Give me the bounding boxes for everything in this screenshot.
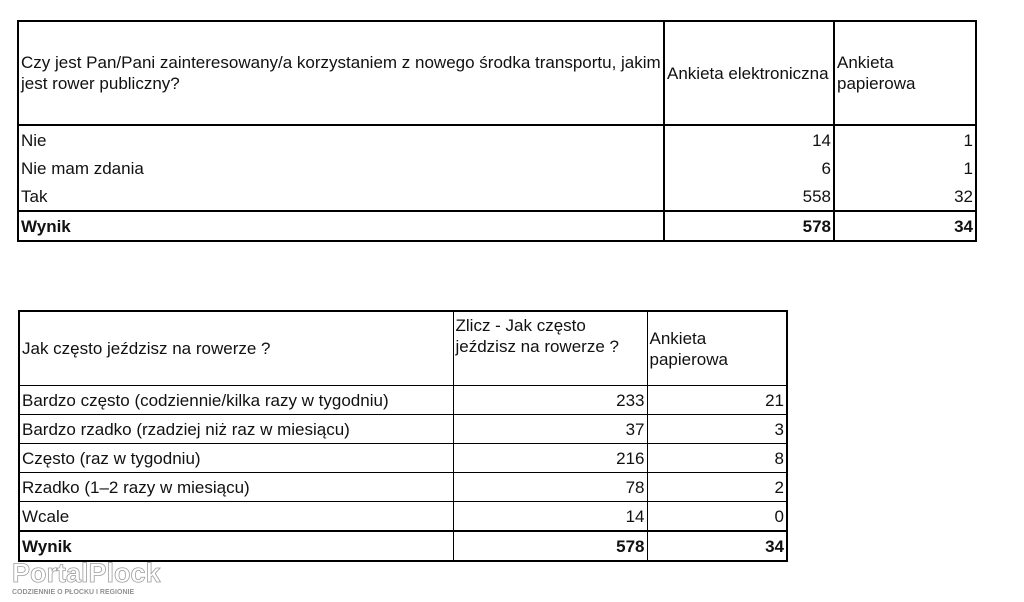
row-label: Tak bbox=[18, 182, 664, 211]
row-value-electronic: 558 bbox=[664, 182, 834, 211]
row-value-paper: 1 bbox=[834, 154, 976, 182]
total-row bbox=[18, 211, 976, 241]
row-label: Bardzo często (codziennie/kilka razy w tygodniu) bbox=[19, 386, 453, 415]
row-value-paper: 32 bbox=[834, 182, 976, 211]
table-row bbox=[19, 502, 787, 532]
row-value-count: 78 bbox=[453, 473, 647, 502]
row-value-count: 14 bbox=[453, 502, 647, 532]
row-value-paper: 0 bbox=[647, 502, 787, 532]
total-value-paper: 34 bbox=[834, 211, 976, 241]
total-label: Wynik bbox=[18, 211, 664, 241]
row-value-count: 37 bbox=[453, 415, 647, 444]
watermark-name: PortalPlock bbox=[12, 558, 161, 588]
table-header-row bbox=[18, 21, 976, 125]
header-paper-survey: Ankieta papierowa bbox=[834, 21, 976, 125]
row-value-paper: 8 bbox=[647, 444, 787, 473]
table-row bbox=[18, 125, 976, 154]
total-label: Wynik bbox=[19, 531, 453, 561]
header-electronic-survey: Ankieta elektroniczna bbox=[664, 21, 834, 125]
table-row bbox=[19, 386, 787, 415]
total-value-count: 578 bbox=[453, 531, 647, 561]
total-value-electronic: 578 bbox=[664, 211, 834, 241]
row-value-electronic: 14 bbox=[664, 125, 834, 154]
row-label: Nie mam zdania bbox=[18, 154, 664, 182]
portalplock-watermark-logo bbox=[8, 552, 170, 598]
table-header-row bbox=[19, 311, 787, 386]
row-value-count: 216 bbox=[453, 444, 647, 473]
row-value-paper: 2 bbox=[647, 473, 787, 502]
table-row bbox=[18, 154, 976, 182]
watermark-tagline: CODZIENNIE O PŁOCKU I REGIONIE bbox=[12, 589, 135, 596]
header-count: Zlicz - Jak często jeździsz na rowerze ? bbox=[453, 311, 647, 386]
table-row bbox=[19, 444, 787, 473]
row-value-paper: 1 bbox=[834, 125, 976, 154]
row-value-paper: 21 bbox=[647, 386, 787, 415]
survey-table-interest bbox=[17, 20, 977, 242]
row-label: Nie bbox=[18, 125, 664, 154]
total-value-paper: 34 bbox=[647, 531, 787, 561]
row-value-count: 233 bbox=[453, 386, 647, 415]
survey-table-frequency bbox=[18, 310, 788, 562]
header-question: Czy jest Pan/Pani zainteresowany/a korzystaniem z nowego środka transportu, jakim jest rower publiczny? bbox=[18, 21, 664, 125]
table-row bbox=[18, 182, 976, 211]
row-label: Rzadko (1–2 razy w miesiącu) bbox=[19, 473, 453, 502]
row-value-paper: 3 bbox=[647, 415, 787, 444]
row-label: Wcale bbox=[19, 502, 453, 532]
row-label: Często (raz w tygodniu) bbox=[19, 444, 453, 473]
table-row bbox=[19, 473, 787, 502]
row-value-electronic: 6 bbox=[664, 154, 834, 182]
table-row bbox=[19, 415, 787, 444]
header-question: Jak często jeździsz na rowerze ? bbox=[19, 311, 453, 386]
row-label: Bardzo rzadko (rzadziej niż raz w miesiącu) bbox=[19, 415, 453, 444]
header-paper-survey: Ankieta papierowa bbox=[647, 311, 787, 386]
